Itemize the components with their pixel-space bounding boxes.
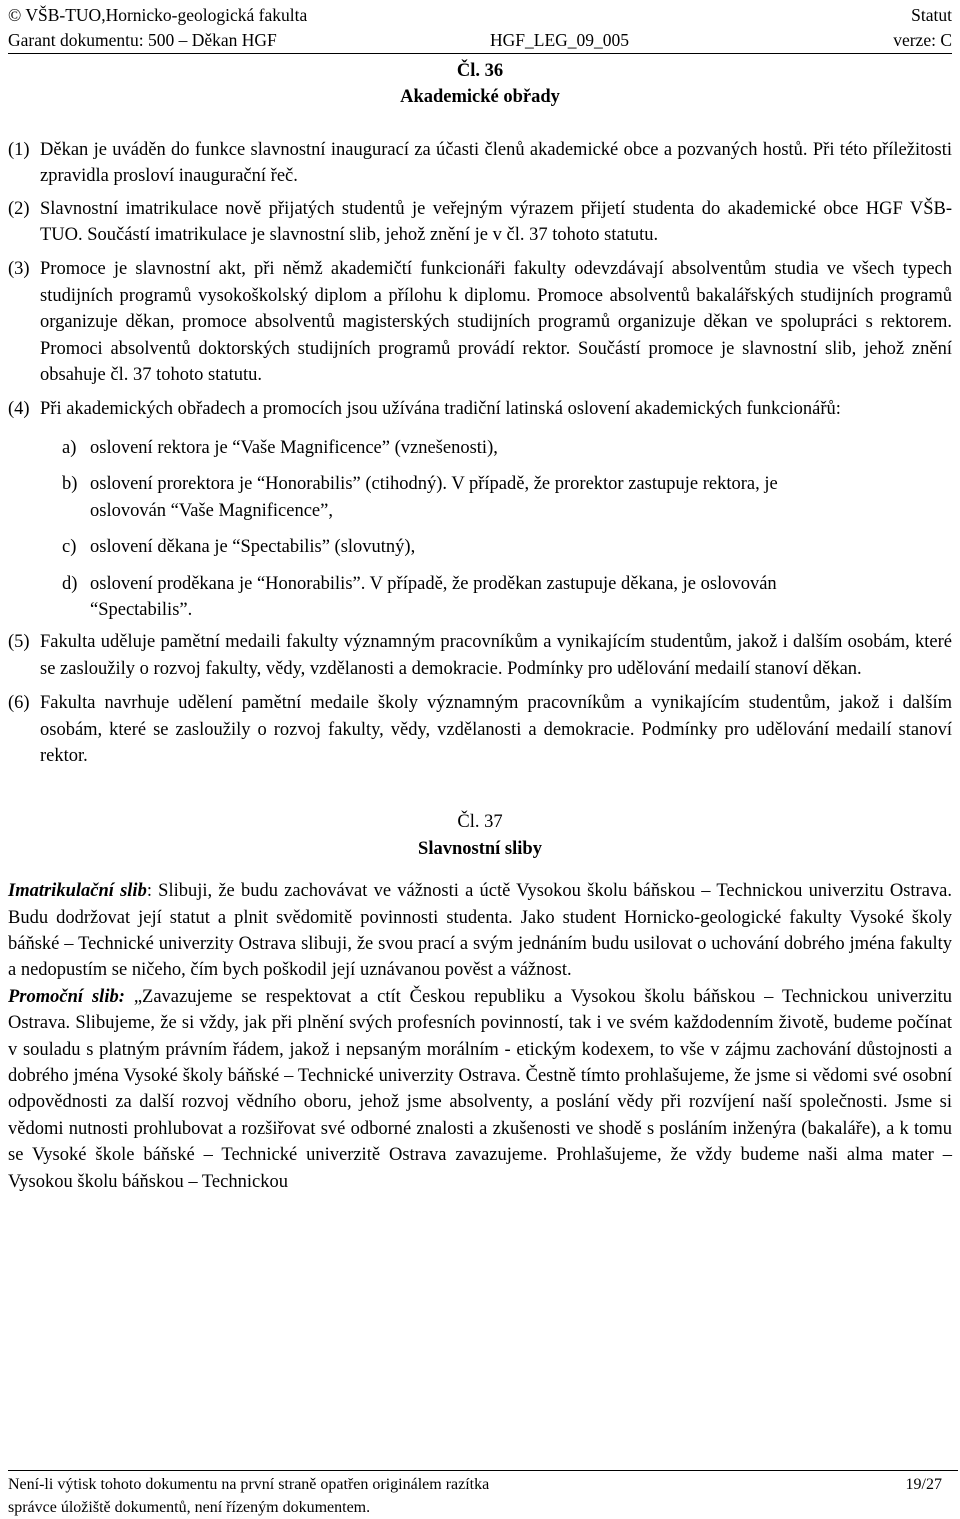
footer-notice-1: Není-li výtisk tohoto dokumentu na první straně opatřen originálem razítka	[8, 1476, 490, 1493]
article-36-number: Čl. 36	[456, 61, 504, 81]
graduation-oath-label: Promoční slib:	[8, 986, 125, 1007]
article-36-paragraph-5: (5) Fakulta uděluje pamětní medaili fakulty významným pracovníkům a vynikajícím studentům, jakož i dalším osobám, které se zasloužily o rozvoj fakulty, vědy, vzdělanosti a demokracie. Podmínky pro udělování medailí stanoví děkan.	[8, 632, 952, 679]
header-line-1	[8, 4, 952, 26]
header-guarantor: Garant dokumentu: 500 – Děkan HGF	[8, 30, 277, 50]
footer-line-1	[8, 1475, 952, 1495]
article-36-paragraph-6: (6) Fakulta navrhuje udělení pamětní medaile školy významným pracovníkům a vynikajícím studentům, jakož i dalším osobám, které se zasloužily o rozvoj fakulty, vědy, vzdělanosti a demokracie. Podmínky pro udělování medailí stanoví rektor.	[8, 693, 952, 766]
list-item: b) oslovení prorektora je “Honorabilis” (ctihodný). V případě, že prorektor zastupuje rektora, je oslovován “Vaše Magnificence”,	[62, 474, 778, 521]
list-item: d) oslovení proděkana je “Honorabilis”. V případě, že proděkan zastupuje děkana, je oslovován “Spectabilis”.	[62, 573, 777, 620]
list-item: c) oslovení děkana je “Spectabilis” (slovutný),	[62, 537, 416, 558]
list-item: a) oslovení rektora je “Vaše Magnificence” (vznešenosti),	[62, 437, 498, 458]
header-institution: © VŠB-TUO,Hornicko-geologická fakulta	[8, 5, 308, 25]
matriculation-oath-label: Imatrikulační slib	[8, 881, 147, 902]
document-body	[8, 58, 952, 1195]
header-divider	[8, 53, 952, 54]
article-36-title: Akademické obřady	[400, 87, 560, 108]
article-36-paragraph-2: (2) Slavnostní imatrikulace nově přijatých studentů je veřejným výrazem přijetí studenta do akademické obce HGF VŠB-TUO. Součástí imatrikulace je slavnostní slib, jehož znění je v čl. 37 tohoto statutu.	[8, 198, 952, 246]
graduation-oath	[8, 984, 952, 1195]
page-number: 19/27	[905, 1476, 942, 1493]
article-36-paragraph-4: (4) Při akademických obřadech a promocích jsou užívána tradiční latinská oslovení akademických funkcionářů:	[8, 399, 841, 420]
article-37-title: Slavnostní sliby	[418, 838, 542, 859]
header-doc-code: HGF_LEG_09_005	[490, 30, 630, 50]
article-36-paragraph-1: (1) Děkan je uváděn do funkce slavnostní inaugurací za účasti členů akademické obce a pozvaných hostů. Při této příležitosti zpravidla prosloví inaugurační řeč.	[8, 139, 952, 187]
article-37-number: Čl. 37	[457, 812, 503, 833]
header-doc-type: Statut	[911, 5, 952, 25]
header-version: verze: C	[893, 30, 952, 50]
footer-notice-2: správce úložiště dokumentů, není řízeným dokumentem.	[8, 1499, 371, 1516]
footer-divider	[8, 1470, 958, 1471]
article-36-paragraph-3: (3) Promoce je slavnostní akt, při němž akademičtí funkcionáři fakulty odevzdávají absolventům studia ve všech typech studijních programů vysokoškolský diplom a přílohu k diplomu. Promoce absolventů bakalářských studijních programů organizuje děkan, promoce absolventů magisterských studijních programů organizuje děkan ve spolupráci s rektorem. Promoci absolventů doktorských studijních programů provádí rektor. Součástí promoce je slavnostní slib, jehož znění obsahuje čl. 37 tohoto statutu.	[8, 259, 952, 386]
address-forms-list	[8, 435, 952, 623]
article-36-heading	[8, 58, 952, 111]
matriculation-oath	[8, 878, 952, 984]
header-line-2	[8, 29, 952, 51]
graduation-oath-text: „Zavazujeme se respektovat a ctít Českou republiku a Vysokou školu báňskou – Technickou univerzitu Ostrava. Slibujeme, že si vždy, jak při plnění svých profesních povinností, tak i ve svém každodenním životě, budeme počínat v souladu s platným právním řádem, jakož i nepsaným morálním - etickým kodexem, to vše v zájmu zachování důstojnosti a dobrého jména Vysoké školy báňské – Technické univerzity Ostrava. Čestně tímto prohlašujeme, že jsme si vědomi své osobní odpovědnosti za další rozvoj vědního oboru, jehož jsme absolventy, a poslání vědy při rozvíjení naší společnosti. Jsme si vědomi nutnosti prohlubovat a rozšiřovat své odborné znalosti a zkušenosti ve shodě s posláním inženýra (bakaláře), a k tomu se Vysoké škole báňské – Technické univerzitě Ostrava zavazujeme. Prohlašujeme, že vždy budeme naši alma mater – Vysokou školu báňskou – Technickou	[8, 986, 952, 1192]
article-37-heading	[8, 809, 952, 862]
matriculation-oath-text: : Slibuji, že budu zachovávat ve vážnosti a úctě Vysokou školu báňskou – Technickou univerzitu Ostrava. Budu dodržovat její statut a plnit svědomitě povinnosti studenta. Jako student Hornicko-geologické fakulty Vysoké školy báňské – Technické univerzity Ostrava slibuji, že svou prací a svým jednáním budu usilovat o uchování dobrého jména fakulty a nedopustím se ničeho, čím bych poškodil její uznávanou pověst a vážnost.	[8, 881, 952, 981]
footer-line-2	[8, 1498, 952, 1518]
